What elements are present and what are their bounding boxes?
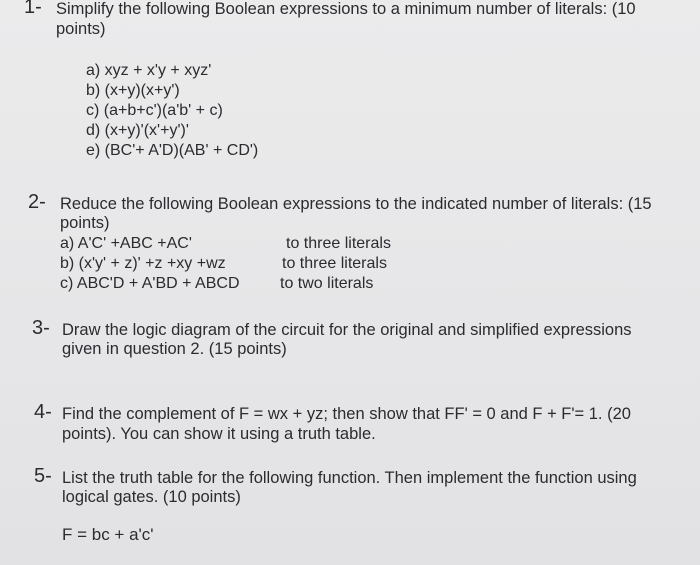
- q1-item-e: e) (BC'+ A'D)(AB' + CD'): [86, 142, 259, 159]
- q3-number: 3-: [32, 317, 50, 339]
- q1-item-d: d) (x+y)'(x'+y')': [86, 122, 189, 139]
- q2-number: 2-: [28, 191, 46, 213]
- q2-item-a-target: to three literals: [286, 235, 391, 252]
- q3-text-line2: given in question 2. (15 points): [62, 340, 287, 358]
- q1-item-a: a) xyz + x'y + xyz': [86, 62, 212, 79]
- q4-text-line2: points). You can show it using a truth table.: [62, 425, 376, 443]
- q4-text-line1: Find the complement of F = wx + yz; then show that FF' = 0 and F + F'= 1. (20: [62, 405, 631, 423]
- q1-text-line2: points): [56, 20, 106, 38]
- q5-text-line2: logical gates. (10 points): [62, 488, 241, 506]
- q1-number: 1-: [24, 0, 42, 18]
- q2-text-line2: points): [60, 214, 110, 232]
- q2-item-c-expression: c) ABC'D + A'BD + ABCD: [60, 275, 240, 292]
- q1-text-line1: Simplify the following Boolean expressions to a minimum number of literals: (10: [56, 0, 636, 18]
- q1-item-c: c) (a+b+c')(a'b' + c): [86, 102, 223, 119]
- q2-item-b-target: to three literals: [282, 255, 387, 272]
- q2-item-b-expression: b) (x'y' + z)' +z +xy +wz: [60, 255, 226, 272]
- q5-formula: F = bc + a'c': [62, 525, 154, 544]
- q2-text-line1: Reduce the following Boolean expressions to the indicated number of literals: (15: [60, 195, 652, 213]
- q2-item-a-expression: a) A'C' +ABC +AC': [60, 235, 192, 252]
- q1-item-b: b) (x+y)(x+y'): [86, 82, 180, 99]
- q5-text-line1: List the truth table for the following function. Then implement the function using: [62, 469, 637, 487]
- q3-text-line1: Draw the logic diagram of the circuit for the original and simplified expressions: [62, 321, 632, 339]
- q5-number: 5-: [34, 465, 52, 487]
- q4-number: 4-: [34, 401, 52, 423]
- q2-item-c-target: to two literals: [280, 275, 374, 292]
